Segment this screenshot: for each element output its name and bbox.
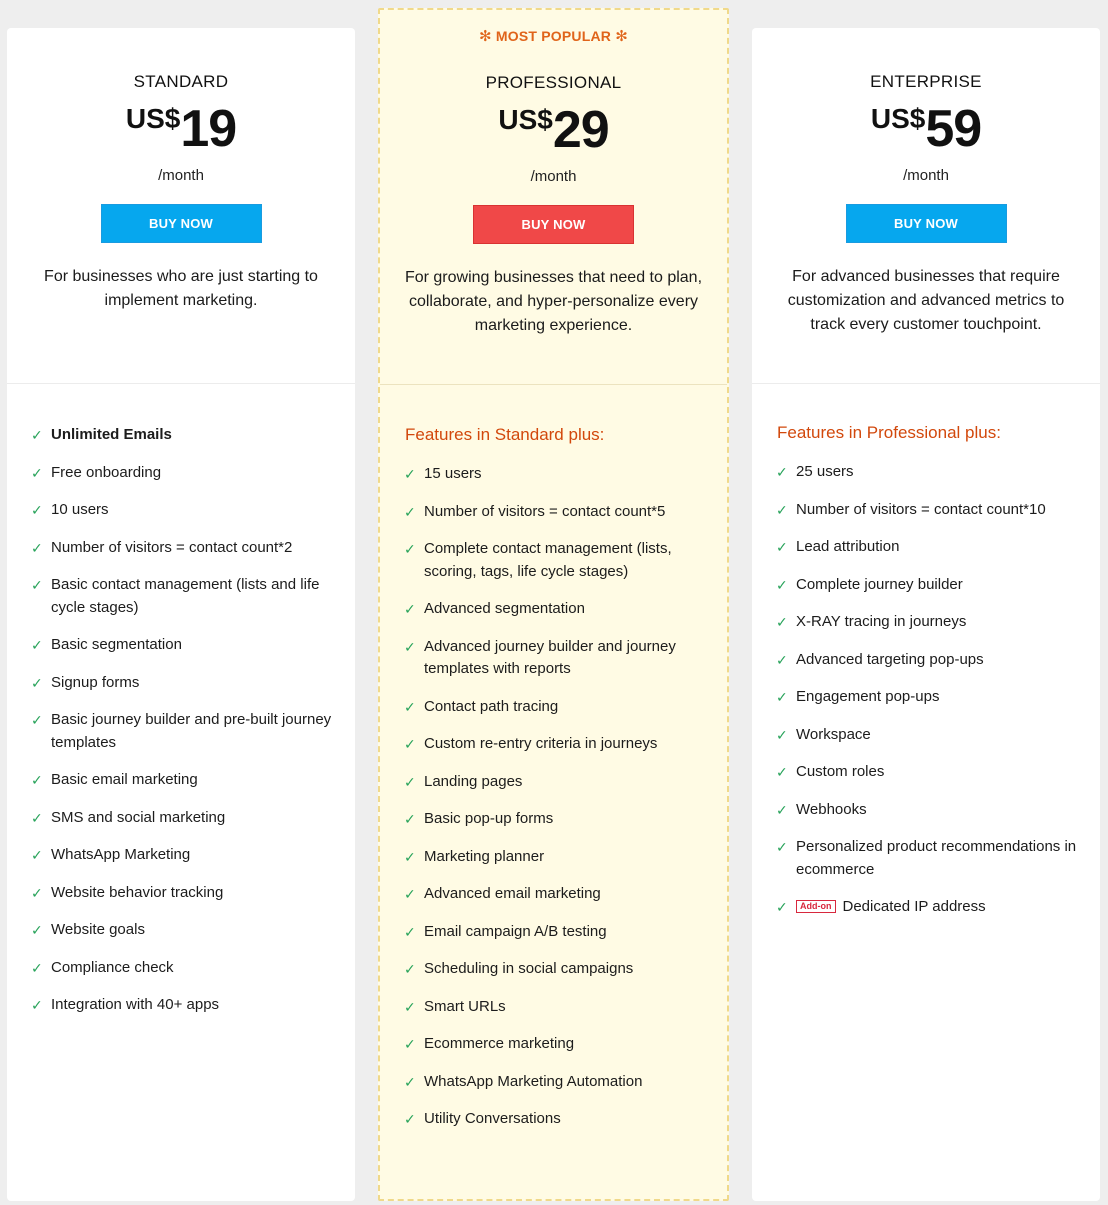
check-icon: ✓ [404, 811, 416, 827]
price-currency: US$ [498, 104, 553, 135]
plan-description: For businesses who are just starting to implement marketing. [44, 268, 318, 309]
check-icon: ✓ [404, 886, 416, 902]
check-icon: ✓ [776, 764, 788, 780]
check-icon: ✓ [31, 464, 43, 481]
check-icon: ✓ [31, 959, 43, 976]
check-icon: ✓ [404, 923, 416, 940]
check-icon: ✓ [31, 847, 43, 863]
check-icon: ✓ [776, 651, 788, 668]
feature-item: ✓ Free onboarding [31, 462, 339, 485]
plan-price [7, 100, 355, 158]
feature-item: ✓ WhatsApp Marketing [31, 844, 339, 867]
plan-header [7, 72, 355, 313]
feature-item: ✓ 25 users [776, 461, 1084, 484]
feature-item: ✓ Basic pop-up forms [404, 808, 711, 831]
check-icon: ✓ [776, 726, 788, 743]
feature-item: ✓ Scheduling in social campaigns [404, 958, 711, 981]
feature-item: ✓ Custom re-entry criteria in journeys [404, 733, 711, 756]
feature-list-professional [404, 463, 711, 1146]
feature-item: ✓ Unlimited Emails [31, 424, 339, 447]
plan-description: For advanced businesses that require customization and advanced metrics to track every customer touchpoint. [787, 268, 1065, 333]
plan-description: For growing businesses that need to plan, collaborate, and hyper-personalize every marketing experience. [404, 269, 703, 334]
feature-item: ✓ Landing pages [404, 771, 711, 794]
feature-item: ✓ Basic segmentation [31, 634, 339, 657]
check-icon: ✓ [404, 848, 416, 865]
divider [752, 383, 1100, 384]
check-icon: ✓ [404, 466, 416, 482]
check-icon: ✓ [31, 674, 43, 691]
check-icon: ✓ [776, 539, 788, 555]
feature-item: ✓ X-RAY tracing in journeys [776, 611, 1084, 634]
feature-item: ✓ Integration with 40+ apps [31, 994, 339, 1017]
feature-list-standard [31, 424, 339, 1032]
check-icon: ✓ [404, 601, 416, 617]
check-icon: ✓ [31, 884, 43, 901]
feature-list-enterprise [776, 461, 1084, 934]
check-icon: ✓ [404, 541, 416, 557]
check-icon: ✓ [776, 464, 788, 480]
feature-item: ✓ Email campaign A/B testing [404, 921, 711, 944]
check-icon: ✓ [31, 772, 43, 788]
feature-item: ✓ Basic journey builder and pre-built journey templates [31, 711, 332, 751]
check-icon: ✓ [404, 736, 416, 752]
check-icon: ✓ [31, 809, 43, 826]
feature-item: ✓ Advanced email marketing [404, 883, 711, 906]
check-icon: ✓ [776, 576, 788, 593]
check-icon: ✓ [31, 922, 43, 938]
price-currency: US$ [125, 103, 181, 134]
feature-item: ✓ 15 users [404, 463, 711, 486]
price-currency: US$ [870, 103, 926, 134]
feature-item: ✓ Basic email marketing [31, 769, 339, 792]
check-icon: ✓ [776, 801, 788, 818]
check-icon: ✓ [404, 961, 416, 977]
feature-item: ✓ Smart URLs [404, 996, 711, 1019]
price-amount: 59 [925, 100, 982, 158]
asterisk-icon: ✻ [615, 28, 628, 45]
check-icon: ✓ [31, 502, 43, 518]
check-icon: ✓ [404, 1073, 416, 1090]
plan-card-standard [7, 28, 355, 1201]
feature-item: ✓ Ecommerce marketing [404, 1033, 711, 1056]
check-icon: ✓ [31, 577, 43, 593]
feature-item: ✓ Website goals [31, 919, 339, 942]
plan-card-enterprise [752, 28, 1100, 1201]
price-amount: 29 [552, 101, 609, 159]
check-icon: ✓ [31, 637, 43, 653]
check-icon: ✓ [404, 1036, 416, 1052]
feature-item: ✓ WhatsApp Marketing Automation [404, 1071, 711, 1094]
feature-item: ✓ Webhooks [776, 799, 1084, 822]
check-icon: ✓ [404, 698, 416, 715]
check-icon: ✓ [31, 712, 43, 728]
feature-item: ✓ Marketing planner [404, 846, 711, 869]
divider [7, 383, 355, 384]
check-icon: ✓ [776, 689, 788, 705]
plan-header [752, 72, 1100, 337]
badge-label: MOST POPULAR [495, 28, 612, 44]
check-icon: ✓ [404, 503, 416, 520]
feature-item: ✓ Number of visitors = contact count*2 [31, 537, 339, 560]
check-icon: ✓ [404, 638, 416, 655]
feature-item: ✓ 10 users [31, 499, 339, 522]
feature-item: ✓ Basic contact management (lists and life cycle stages) [31, 576, 320, 616]
asterisk-icon: ✻ [479, 28, 492, 45]
price-period: /month [530, 168, 577, 185]
price-period: /month [158, 167, 204, 184]
feature-item: ✓ Signup forms [31, 672, 339, 695]
check-icon: ✓ [404, 773, 416, 790]
feature-item: ✓ Number of visitors = contact count*10 [776, 499, 1084, 522]
feature-item: ✓ Utility Conversations [404, 1108, 711, 1131]
check-icon: ✓ [31, 427, 43, 443]
check-icon: ✓ [404, 1111, 416, 1127]
feature-item: ✓ Lead attribution [776, 536, 1084, 559]
price-period: /month [903, 167, 949, 184]
feature-item: ✓ Number of visitors = contact count*5 [404, 501, 711, 524]
check-icon: ✓ [31, 539, 43, 556]
plan-name: PROFESSIONAL [485, 73, 622, 92]
feature-item: ✓ Advanced targeting pop-ups [776, 649, 1084, 672]
feature-item: ✓ Personalized product recommendations in ecommerce [776, 838, 1077, 878]
plan-price [380, 101, 727, 159]
feature-item: ✓ SMS and social marketing [31, 807, 339, 830]
feature-item: ✓ Contact path tracing [404, 696, 711, 719]
plan-header [380, 73, 727, 338]
feature-item: ✓ Advanced segmentation [404, 598, 711, 621]
feature-item: ✓ Website behavior tracking [31, 882, 339, 905]
buy-now-button-standard[interactable]: BUY NOW [101, 204, 262, 243]
feature-item: ✓ Complete journey builder [776, 574, 1084, 597]
feature-item: ✓ Engagement pop-ups [776, 686, 1084, 709]
feature-item: ✓ Complete contact management (lists, scoring, tags, life cycle stages) [404, 540, 672, 580]
buy-now-button-professional[interactable]: BUY NOW [473, 205, 634, 244]
plan-price [752, 100, 1100, 158]
check-icon: ✓ [776, 839, 788, 855]
check-icon: ✓ [776, 899, 788, 915]
divider [380, 384, 727, 385]
plan-name: STANDARD [133, 72, 229, 91]
features-title: Features in Standard plus: [405, 425, 605, 444]
check-icon: ✓ [776, 614, 788, 630]
addon-badge: Add-on [796, 900, 836, 913]
features-title: Features in Professional plus: [777, 423, 1001, 442]
price-amount: 19 [180, 100, 237, 158]
most-popular-badge [380, 27, 727, 45]
plan-card-professional [378, 8, 729, 1201]
plan-name: ENTERPRISE [870, 72, 982, 91]
feature-item: ✓ Custom roles [776, 761, 1084, 784]
check-icon: ✓ [776, 501, 788, 518]
check-icon: ✓ [404, 998, 416, 1015]
feature-item: ✓ Add-on Dedicated IP address [776, 896, 1084, 919]
feature-item: ✓ Compliance check [31, 957, 339, 980]
feature-item: ✓ Workspace [776, 724, 1084, 747]
check-icon: ✓ [31, 997, 43, 1013]
feature-item: ✓ Advanced journey builder and journey templates with reports [404, 637, 676, 677]
buy-now-button-enterprise[interactable]: BUY NOW [846, 204, 1007, 243]
